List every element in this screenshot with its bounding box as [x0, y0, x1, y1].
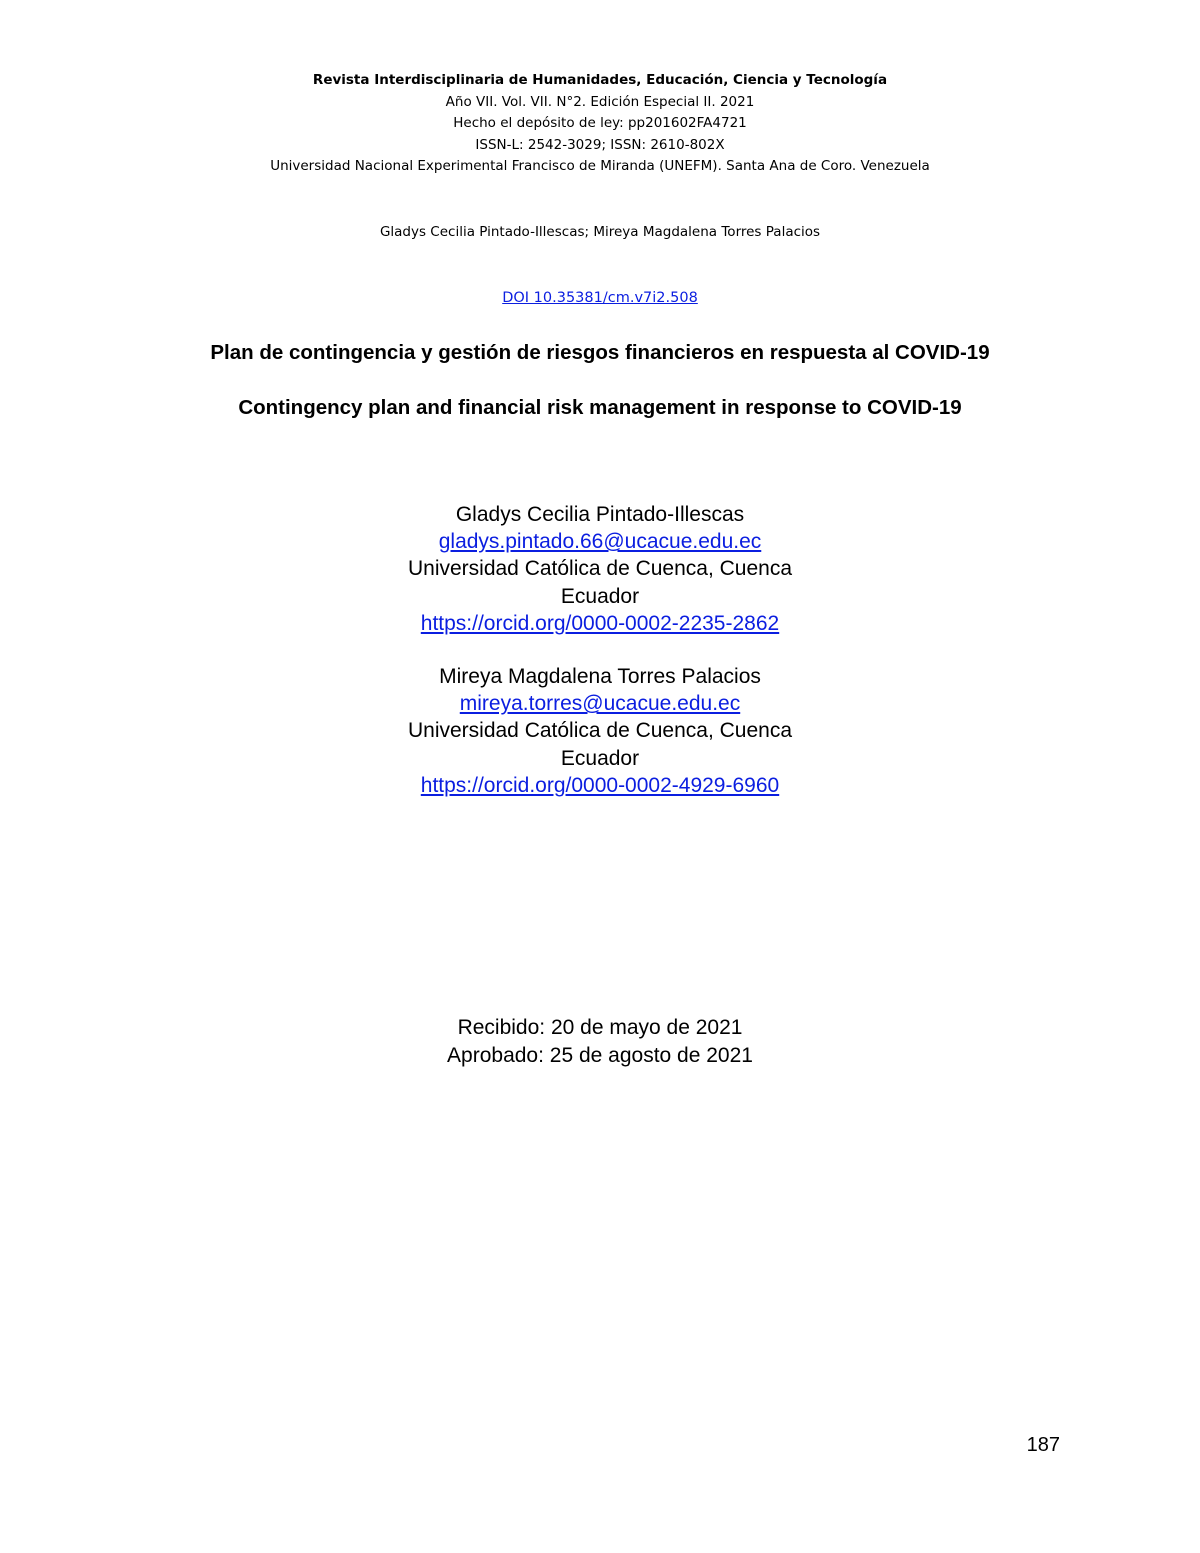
submission-dates: [0, 1014, 1200, 1069]
running-authors: Gladys Cecilia Pintado-Illescas; Mireya Magdalena Torres Palacios: [379, 224, 821, 240]
author-country: Ecuador: [560, 746, 640, 770]
author-country: Ecuador: [560, 584, 640, 608]
journal-edition: Año VII. Vol. VII. N°2. Edición Especial II. 2021: [445, 93, 755, 110]
approved-date: Aprobado: 25 de agosto de 2021: [447, 1043, 753, 1067]
journal-university: Universidad Nacional Experimental Francisco de Miranda (UNEFM). Santa Ana de Coro. Venezuela: [270, 158, 930, 174]
author-email-link[interactable]: mireya.torres@ucacue.edu.ec: [459, 692, 741, 716]
journal-header: [0, 70, 1200, 178]
author-block-2: [0, 663, 1200, 799]
author-affiliation: Universidad Católica de Cuenca, Cuenca: [407, 719, 793, 743]
received-date: Recibido: 20 de mayo de 2021: [457, 1016, 743, 1039]
journal-issn: ISSN-L: 2542-3029; ISSN: 2610-802X: [475, 136, 725, 153]
author-block-1: [0, 501, 1200, 637]
author-orcid-link[interactable]: https://orcid.org/0000-0002-2235-2862: [420, 611, 780, 635]
doi-line: [0, 288, 1200, 308]
author-email-link[interactable]: gladys.pintado.66@ucacue.edu.ec: [438, 530, 762, 554]
title-spanish: Plan de contingencia y gestión de riesgos financieros en respuesta al COVID-19: [210, 341, 990, 364]
doi-link[interactable]: DOI 10.35381/cm.v7i2.508: [502, 290, 698, 306]
author-affiliation: Universidad Católica de Cuenca, Cuenca: [407, 557, 793, 581]
page-number: 187: [1026, 1434, 1060, 1456]
journal-name: Revista Interdisciplinaria de Humanidades, Educación, Ciencia y Tecnología: [312, 72, 888, 88]
journal-deposit: Hecho el depósito de ley: pp201602FA4721: [453, 115, 747, 131]
title-english: Contingency plan and financial risk management in response to COVID-19: [238, 396, 962, 419]
author-orcid-link[interactable]: https://orcid.org/0000-0002-4929-6960: [420, 773, 780, 797]
author-name: Mireya Magdalena Torres Palacios: [439, 665, 761, 688]
author-name: Gladys Cecilia Pintado-Illescas: [455, 503, 745, 526]
